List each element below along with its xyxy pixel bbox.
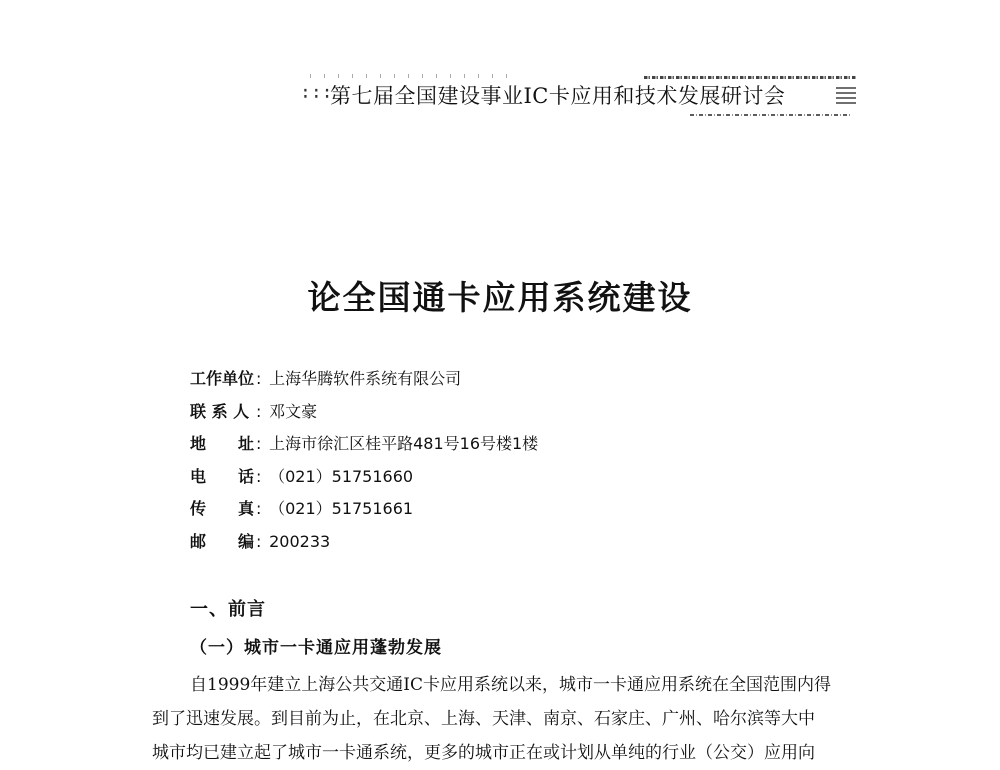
colon: :	[256, 434, 262, 453]
person-label: 联 系 人	[190, 401, 250, 421]
contact-row-person	[190, 401, 538, 434]
colon: :	[256, 369, 262, 388]
subsection-heading: （一）城市一卡通应用蓬勃发展	[190, 638, 442, 658]
paragraph-line: 城市均已建立起了城市一卡通系统，更多的城市正在或计划从单纯的行业（公交）应用向	[152, 743, 815, 763]
paragraph-line: 自1999年建立上海公共交通IC卡应用系统以来，城市一卡通应用系统在全国范围内得	[190, 675, 831, 695]
paragraph-line: 到了迅速发展。到目前为止，在北京、上海、天津、南京、石家庄、广州、哈尔滨等大中	[152, 709, 815, 729]
running-header-text: 第七届全国建设事业IC卡应用和技术发展研讨会	[330, 84, 786, 108]
person-value: 邓文豪	[269, 401, 318, 421]
section-heading-preface: 一、前言	[190, 599, 266, 620]
contact-row-address	[190, 433, 538, 466]
running-header	[300, 76, 860, 120]
body-paragraph	[152, 668, 862, 770]
fax-label: 传 真	[190, 499, 255, 518]
header-rule-bottom	[690, 114, 850, 116]
header-leading-marks: ∶∶∶	[300, 83, 333, 104]
unit-label: 工作单位	[190, 369, 255, 388]
contact-row-phone	[190, 466, 538, 499]
contact-row-unit	[190, 368, 538, 401]
header-rule-top	[644, 76, 856, 79]
header-tail-mark	[836, 86, 856, 104]
contact-row-zip	[190, 531, 538, 564]
colon: :	[256, 466, 262, 486]
fax-value: （021）51751661	[269, 499, 414, 518]
contact-info	[190, 368, 538, 563]
phone-label: 电 话	[190, 466, 255, 486]
unit-value: 上海华腾软件系统有限公司	[269, 369, 462, 388]
address-value: 上海市徐汇区桂平路481号16号楼1楼	[269, 434, 539, 453]
zip-value: 200233	[269, 531, 331, 551]
address-label: 地 址	[190, 434, 255, 453]
phone-value: （021）51751660	[269, 466, 414, 486]
colon: :	[256, 531, 262, 551]
scan-speckle	[310, 74, 510, 78]
colon: :	[256, 401, 262, 421]
paper-title: 论全国通卡应用系统建设	[307, 278, 693, 317]
contact-row-fax	[190, 498, 538, 531]
colon: :	[256, 499, 262, 518]
zip-label: 邮 编	[190, 531, 255, 551]
